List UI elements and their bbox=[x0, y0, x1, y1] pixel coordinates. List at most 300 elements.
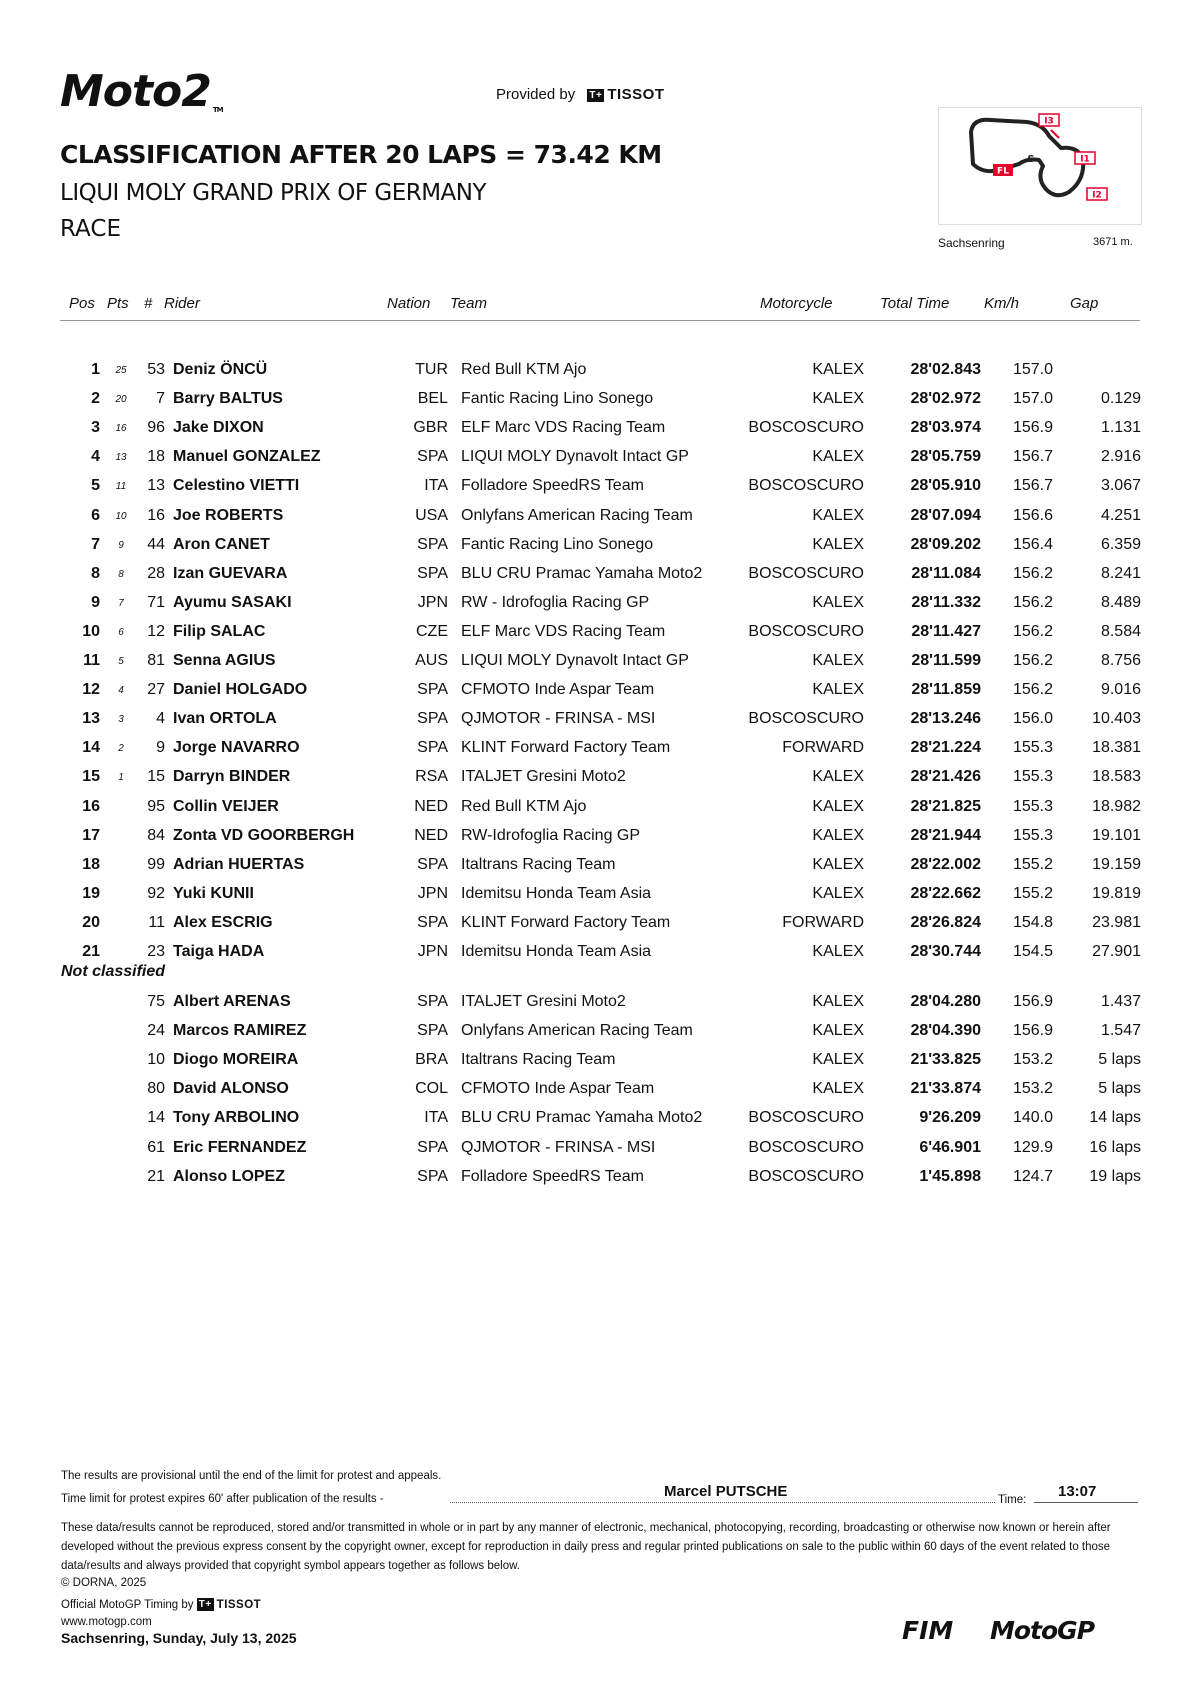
motorcycle: KALEX bbox=[812, 390, 864, 408]
nation: SPA bbox=[417, 1167, 448, 1185]
svg-text:I2: I2 bbox=[1092, 190, 1102, 201]
nation: COL bbox=[415, 1080, 448, 1098]
nation: SPA bbox=[417, 913, 448, 931]
not-classified-label: Not classified bbox=[61, 963, 166, 980]
header-divider bbox=[60, 320, 1140, 321]
nation: JPN bbox=[417, 884, 448, 902]
motorcycle: KALEX bbox=[812, 768, 864, 786]
protest-limit-note: Time limit for protest expires 60' after publication of the results - bbox=[61, 1493, 384, 1505]
team-name: QJMOTOR - FRINSA - MSI bbox=[461, 1138, 656, 1156]
col-header-nation: Nation bbox=[387, 295, 431, 312]
gap: 19.819 bbox=[1092, 884, 1141, 902]
position: 7 bbox=[91, 535, 100, 553]
points: 3 bbox=[118, 714, 124, 726]
position: 14 bbox=[82, 739, 100, 757]
svg-text:S: S bbox=[1027, 154, 1035, 165]
result-row bbox=[0, 560, 1199, 589]
position: 21 bbox=[82, 943, 100, 960]
position: 18 bbox=[82, 855, 100, 873]
points: 8 bbox=[118, 568, 124, 580]
nation: BEL bbox=[417, 390, 448, 408]
rider-number: 95 bbox=[147, 797, 165, 815]
team-name: ITALJET Gresini Moto2 bbox=[461, 993, 626, 1010]
total-time: 28'05.759 bbox=[910, 448, 981, 466]
nation: SPA bbox=[417, 855, 448, 873]
speed-kmh: 156.9 bbox=[1012, 993, 1053, 1010]
rider-name: Jorge NAVARRO bbox=[173, 739, 300, 757]
position: 2 bbox=[91, 390, 100, 408]
position: 13 bbox=[82, 710, 100, 728]
result-row bbox=[0, 1075, 1199, 1104]
result-row bbox=[0, 988, 1199, 1017]
copyright-notice: These data/results cannot be reproduced, stored and/or transmitted in whole or in part by any manner of electronic, mechanical, photocopying, recording, broadcasting or otherwise now known or herein after developed without the previous express consent by the copyright owner, except for reproduction in daily press and regular printed publications on sale to the public within 60 days of the event related to those data/results and always provided that copyright symbol appears together as follows below. bbox=[61, 1522, 1111, 1572]
rider-name: Tony ARBOLINO bbox=[173, 1109, 300, 1127]
total-time: 28'11.084 bbox=[911, 564, 981, 582]
total-time: 28'05.910 bbox=[910, 477, 981, 495]
gap: 4.251 bbox=[1100, 506, 1141, 524]
rider-number: 27 bbox=[147, 681, 165, 699]
rider-number: 21 bbox=[147, 1167, 165, 1185]
rider-name: Aron CANET bbox=[173, 535, 270, 553]
speed-kmh: 156.2 bbox=[1012, 652, 1053, 669]
position: 19 bbox=[82, 884, 100, 902]
rider-name: Daniel HOLGADO bbox=[173, 681, 308, 699]
official-timing-label: Official MotoGP Timing by bbox=[61, 1599, 194, 1611]
speed-kmh: 155.2 bbox=[1012, 855, 1053, 873]
total-time: 28'26.824 bbox=[910, 913, 981, 931]
points: 9 bbox=[118, 539, 124, 551]
circuit-name: Sachsenring bbox=[938, 236, 1005, 250]
result-row bbox=[0, 1134, 1199, 1163]
gap: 1.437 bbox=[1100, 993, 1141, 1010]
rider-name: Zonta VD GOORBERGH bbox=[173, 826, 355, 844]
tissot-logo-small: T+ TISSOT bbox=[198, 1599, 262, 1611]
nation: JPN bbox=[417, 593, 448, 611]
gap: 9.016 bbox=[1100, 681, 1141, 699]
points: 7 bbox=[118, 597, 124, 609]
col-header-gap: Gap bbox=[1070, 295, 1099, 312]
col-header-team: Team bbox=[450, 295, 487, 312]
nation: RSA bbox=[415, 768, 448, 786]
page-title: CLASSIFICATION AFTER 20 LAPS = 73.42 KM bbox=[60, 140, 662, 169]
total-time: 28'11.859 bbox=[911, 681, 981, 699]
points: 4 bbox=[118, 685, 124, 697]
team-name: ELF Marc VDS Racing Team bbox=[461, 622, 666, 640]
rider-name: Alonso LOPEZ bbox=[173, 1167, 285, 1185]
nation: SPA bbox=[417, 1138, 448, 1156]
team-name: Italtrans Racing Team bbox=[461, 1051, 616, 1069]
rider-name: Manuel GONZALEZ bbox=[173, 448, 321, 466]
rider-number: 16 bbox=[147, 506, 165, 524]
motorcycle: KALEX bbox=[812, 943, 864, 960]
rider-name: Collin VEIJER bbox=[173, 797, 279, 815]
position: 12 bbox=[82, 681, 100, 699]
result-row bbox=[0, 356, 1199, 385]
total-time: 28'03.974 bbox=[910, 419, 981, 437]
speed-kmh: 156.2 bbox=[1012, 622, 1053, 640]
points: 25 bbox=[115, 365, 127, 376]
result-row bbox=[0, 763, 1199, 792]
nation: JPN bbox=[417, 943, 448, 960]
speed-kmh: 156.7 bbox=[1012, 448, 1053, 466]
svg-text:I1: I1 bbox=[1080, 154, 1090, 165]
svg-text:FL: FL bbox=[997, 166, 1009, 177]
team-name: LIQUI MOLY Dynavolt Intact GP bbox=[461, 448, 689, 466]
position: 11 bbox=[83, 652, 100, 669]
gap: 5 laps bbox=[1098, 1080, 1141, 1098]
position: 17 bbox=[82, 826, 100, 844]
total-time: 28'11.599 bbox=[911, 652, 981, 669]
gap: 8.489 bbox=[1100, 593, 1141, 611]
rider-number: 11 bbox=[148, 913, 165, 931]
motorcycle: KALEX bbox=[812, 993, 864, 1010]
motorcycle: KALEX bbox=[812, 1022, 864, 1040]
rider-number: 71 bbox=[147, 593, 165, 611]
position: 1 bbox=[91, 361, 100, 378]
location-date: Sachsenring, Sunday, July 13, 2025 bbox=[61, 1630, 297, 1646]
team-name: RW - Idrofoglia Racing GP bbox=[461, 593, 650, 611]
motorcycle: KALEX bbox=[812, 506, 864, 524]
nation: SPA bbox=[417, 993, 448, 1010]
speed-kmh: 157.0 bbox=[1012, 361, 1053, 378]
total-time: 28'21.224 bbox=[910, 739, 981, 757]
result-row bbox=[0, 531, 1199, 560]
gap: 2.916 bbox=[1100, 448, 1141, 466]
result-row bbox=[0, 880, 1199, 909]
result-row bbox=[0, 822, 1199, 851]
motorcycle: KALEX bbox=[812, 855, 864, 873]
rider-name: Adrian HUERTAS bbox=[173, 855, 305, 873]
team-name: Folladore SpeedRS Team bbox=[461, 1167, 644, 1185]
time-line bbox=[1034, 1502, 1138, 1503]
speed-kmh: 155.3 bbox=[1012, 768, 1053, 786]
speed-kmh: 153.2 bbox=[1012, 1080, 1053, 1098]
motorcycle: KALEX bbox=[812, 361, 864, 378]
team-name: Idemitsu Honda Team Asia bbox=[461, 884, 652, 902]
result-row bbox=[0, 676, 1199, 705]
total-time: 21'33.825 bbox=[910, 1051, 981, 1069]
motorcycle: BOSCOSCURO bbox=[748, 419, 864, 437]
rider-name: Deniz ÖNCÜ bbox=[173, 361, 268, 378]
circuit-length: 3671 m. bbox=[1093, 236, 1133, 248]
gap: 8.584 bbox=[1100, 622, 1141, 640]
nation: USA bbox=[415, 506, 448, 524]
team-name: RW-Idrofoglia Racing GP bbox=[461, 826, 641, 844]
result-row bbox=[0, 851, 1199, 880]
team-name: ITALJET Gresini Moto2 bbox=[461, 768, 626, 786]
gap: 18.982 bbox=[1092, 797, 1141, 815]
motorcycle: FORWARD bbox=[782, 739, 864, 757]
nation: SPA bbox=[417, 448, 448, 466]
total-time: 28'09.202 bbox=[910, 535, 981, 553]
result-row bbox=[0, 705, 1199, 734]
motorcycle: BOSCOSCURO bbox=[748, 622, 864, 640]
svg-text:I3: I3 bbox=[1044, 116, 1054, 127]
position: 6 bbox=[91, 506, 100, 524]
rider-name: Filip SALAC bbox=[173, 622, 266, 640]
rider-name: David ALONSO bbox=[173, 1080, 289, 1098]
gap: 14 laps bbox=[1089, 1109, 1141, 1127]
motorcycle: KALEX bbox=[812, 884, 864, 902]
position: 4 bbox=[91, 448, 100, 466]
position: 8 bbox=[91, 564, 100, 582]
nation: CZE bbox=[416, 622, 448, 640]
col-header-rider: Rider bbox=[164, 295, 200, 312]
rider-name: Jake DIXON bbox=[173, 419, 264, 437]
position: 15 bbox=[82, 768, 100, 786]
speed-kmh: 156.2 bbox=[1012, 593, 1053, 611]
provided-by-tissot bbox=[496, 86, 665, 103]
rider-number: 18 bbox=[147, 448, 165, 466]
team-name: BLU CRU Pramac Yamaha Moto2 bbox=[461, 564, 703, 582]
nation: BRA bbox=[415, 1051, 448, 1069]
rider-number: 12 bbox=[147, 622, 165, 640]
position: 5 bbox=[91, 477, 100, 495]
team-name: Folladore SpeedRS Team bbox=[461, 477, 644, 495]
points: 10 bbox=[115, 510, 127, 522]
points: 20 bbox=[115, 394, 127, 406]
speed-kmh: 156.2 bbox=[1012, 564, 1053, 582]
dorna-copyright: © DORNA, 2025 bbox=[61, 1577, 147, 1589]
rider-number: 80 bbox=[147, 1080, 165, 1098]
team-name: Red Bull KTM Ajo bbox=[461, 797, 587, 815]
rider-name: Ayumu SASAKI bbox=[173, 593, 292, 611]
nation: SPA bbox=[417, 681, 448, 699]
rider-number: 81 bbox=[147, 652, 165, 669]
nation: ITA bbox=[424, 1109, 448, 1127]
nation: ITA bbox=[424, 477, 448, 495]
result-row bbox=[0, 589, 1199, 618]
rider-name: Barry BALTUS bbox=[173, 390, 283, 408]
speed-kmh: 155.3 bbox=[1012, 739, 1053, 757]
motorcycle: BOSCOSCURO bbox=[748, 1167, 864, 1185]
gap: 18.381 bbox=[1092, 739, 1141, 757]
points: 16 bbox=[115, 423, 127, 435]
nation: SPA bbox=[417, 564, 448, 582]
speed-kmh: 156.4 bbox=[1012, 535, 1053, 553]
website-link[interactable]: www.motogp.com bbox=[61, 1616, 152, 1628]
team-name: KLINT Forward Factory Team bbox=[461, 913, 671, 931]
motorcycle: KALEX bbox=[812, 593, 864, 611]
motorcycle: KALEX bbox=[812, 535, 864, 553]
result-row bbox=[0, 414, 1199, 443]
points: 1 bbox=[118, 772, 124, 784]
rider-number: 7 bbox=[156, 390, 165, 408]
speed-kmh: 154.5 bbox=[1012, 943, 1053, 960]
team-name: CFMOTO Inde Aspar Team bbox=[461, 681, 655, 699]
gap: 19.159 bbox=[1092, 855, 1141, 873]
motorcycle: FORWARD bbox=[782, 913, 864, 931]
rider-name: Ivan ORTOLA bbox=[173, 710, 277, 728]
result-row bbox=[0, 618, 1199, 647]
gap: 27.901 bbox=[1092, 943, 1141, 960]
total-time: 28'13.246 bbox=[910, 710, 981, 728]
points: 2 bbox=[118, 743, 124, 755]
circuit-map-icon bbox=[939, 108, 1141, 224]
tissot-logo: T+ TISSOT bbox=[589, 86, 665, 103]
speed-kmh: 129.9 bbox=[1012, 1138, 1053, 1156]
moto2-logo: Moto2 TM bbox=[60, 66, 223, 117]
rider-name: Yuki KUNII bbox=[173, 884, 254, 902]
rider-name: Diogo MOREIRA bbox=[173, 1051, 299, 1069]
rider-name: Darryn BINDER bbox=[173, 768, 291, 786]
result-row bbox=[0, 938, 1199, 967]
rider-number: 24 bbox=[147, 1022, 165, 1040]
total-time: 28'04.280 bbox=[910, 993, 981, 1010]
col-header-total-time: Total Time bbox=[880, 295, 950, 312]
speed-kmh: 156.0 bbox=[1012, 710, 1053, 728]
speed-kmh: 153.2 bbox=[1012, 1051, 1053, 1069]
nation: TUR bbox=[415, 361, 448, 378]
rider-name: Joe ROBERTS bbox=[173, 506, 284, 524]
nation: SPA bbox=[417, 1022, 448, 1040]
result-row bbox=[0, 472, 1199, 501]
position: 20 bbox=[82, 913, 100, 931]
speed-kmh: 156.2 bbox=[1012, 681, 1053, 699]
gap: 19.101 bbox=[1092, 826, 1141, 844]
speed-kmh: 155.3 bbox=[1012, 797, 1053, 815]
total-time: 28'02.972 bbox=[910, 390, 981, 408]
nation: AUS bbox=[415, 652, 448, 669]
speed-kmh: 124.7 bbox=[1012, 1167, 1053, 1185]
rider-name: Albert ARENAS bbox=[173, 993, 291, 1010]
nation: SPA bbox=[417, 739, 448, 757]
official-timing bbox=[61, 1598, 261, 1611]
team-name: Red Bull KTM Ajo bbox=[461, 361, 587, 378]
total-time: 21'33.874 bbox=[910, 1080, 981, 1098]
motorcycle: BOSCOSCURO bbox=[748, 477, 864, 495]
nation: SPA bbox=[417, 710, 448, 728]
speed-kmh: 154.8 bbox=[1012, 913, 1053, 931]
points: 6 bbox=[118, 626, 124, 638]
position: 3 bbox=[91, 419, 100, 437]
gap: 16 laps bbox=[1089, 1138, 1141, 1156]
motogp-logo: MotoGP bbox=[990, 1616, 1095, 1645]
team-name: ELF Marc VDS Racing Team bbox=[461, 419, 666, 437]
gap: 3.067 bbox=[1100, 477, 1141, 495]
gap: 5 laps bbox=[1098, 1051, 1141, 1069]
team-name: CFMOTO Inde Aspar Team bbox=[461, 1080, 655, 1098]
col-header-pos: Pos bbox=[69, 295, 95, 312]
gap: 18.583 bbox=[1092, 768, 1141, 786]
total-time: 28'30.744 bbox=[910, 943, 981, 960]
speed-kmh: 156.6 bbox=[1012, 506, 1053, 524]
position: 9 bbox=[91, 593, 100, 611]
gap: 0.129 bbox=[1100, 390, 1141, 408]
signatory-name: Marcel PUTSCHE bbox=[664, 1483, 788, 1500]
gap: 23.981 bbox=[1092, 913, 1141, 931]
rider-number: 14 bbox=[147, 1109, 165, 1127]
motorcycle: KALEX bbox=[812, 448, 864, 466]
time-value: 13:07 bbox=[1058, 1483, 1097, 1500]
rider-number: 96 bbox=[147, 419, 165, 437]
motorcycle: KALEX bbox=[812, 1051, 864, 1069]
result-row bbox=[0, 793, 1199, 822]
rider-number: 9 bbox=[156, 739, 165, 757]
fim-logo: FIM bbox=[902, 1616, 954, 1645]
team-name: Onlyfans American Racing Team bbox=[461, 1022, 693, 1040]
total-time: 28'21.426 bbox=[910, 768, 981, 786]
points: 13 bbox=[115, 452, 127, 464]
team-name: Italtrans Racing Team bbox=[461, 855, 616, 873]
rider-number: 15 bbox=[147, 768, 165, 786]
nation: GBR bbox=[413, 419, 448, 437]
speed-kmh: 155.3 bbox=[1012, 826, 1053, 844]
total-time: 28'21.944 bbox=[910, 826, 981, 844]
speed-kmh: 156.7 bbox=[1012, 477, 1053, 495]
result-row bbox=[0, 385, 1199, 414]
session-name: RACE bbox=[60, 216, 121, 242]
gap: 10.403 bbox=[1092, 710, 1141, 728]
motorcycle: KALEX bbox=[812, 826, 864, 844]
circuit-map bbox=[938, 107, 1142, 225]
signature-line bbox=[450, 1502, 995, 1503]
motorcycle: BOSCOSCURO bbox=[748, 1138, 864, 1156]
col-header-pts: Pts bbox=[107, 295, 129, 312]
team-name: Idemitsu Honda Team Asia bbox=[461, 943, 652, 960]
total-time: 28'22.002 bbox=[910, 855, 981, 873]
motorcycle: KALEX bbox=[812, 652, 864, 669]
points: 11 bbox=[115, 481, 127, 493]
gap: 6.359 bbox=[1100, 535, 1141, 553]
rider-number: 23 bbox=[147, 943, 165, 960]
event-name: LIQUI MOLY GRAND PRIX OF GERMANY bbox=[60, 180, 487, 206]
total-time: 28'11.332 bbox=[911, 593, 981, 611]
nation: NED bbox=[414, 797, 448, 815]
gap: 1.547 bbox=[1100, 1022, 1141, 1040]
speed-kmh: 155.2 bbox=[1012, 884, 1053, 902]
result-row bbox=[0, 1104, 1199, 1133]
team-name: QJMOTOR - FRINSA - MSI bbox=[461, 710, 656, 728]
motorcycle: KALEX bbox=[812, 1080, 864, 1098]
gap: 8.756 bbox=[1100, 652, 1141, 669]
motorcycle: KALEX bbox=[812, 797, 864, 815]
rider-name: Eric FERNANDEZ bbox=[173, 1138, 307, 1156]
speed-kmh: 157.0 bbox=[1012, 390, 1053, 408]
team-name: Fantic Racing Lino Sonego bbox=[461, 390, 654, 408]
speed-kmh: 156.9 bbox=[1012, 419, 1053, 437]
points: 5 bbox=[118, 656, 124, 667]
speed-kmh: 156.9 bbox=[1012, 1022, 1053, 1040]
nation: NED bbox=[414, 826, 448, 844]
rider-number: 99 bbox=[147, 855, 165, 873]
result-row bbox=[0, 1163, 1199, 1192]
rider-number: 13 bbox=[147, 477, 165, 495]
rider-number: 61 bbox=[147, 1138, 165, 1156]
team-name: Onlyfans American Racing Team bbox=[461, 506, 693, 524]
result-row bbox=[0, 1017, 1199, 1046]
team-name: LIQUI MOLY Dynavolt Intact GP bbox=[461, 652, 689, 669]
col-header-kmh: Km/h bbox=[984, 295, 1020, 312]
result-row bbox=[0, 909, 1199, 938]
total-time: 28'22.662 bbox=[910, 884, 981, 902]
col-header-motorcycle: Motorcycle bbox=[760, 295, 833, 312]
motorcycle: BOSCOSCURO bbox=[748, 1109, 864, 1127]
gap: 1.131 bbox=[1100, 419, 1141, 437]
result-row bbox=[0, 1046, 1199, 1075]
rider-name: Izan GUEVARA bbox=[173, 564, 288, 582]
total-time: 28'04.390 bbox=[910, 1022, 981, 1040]
rider-number: 75 bbox=[147, 993, 165, 1010]
team-name: BLU CRU Pramac Yamaha Moto2 bbox=[461, 1109, 703, 1127]
rider-number: 84 bbox=[147, 826, 165, 844]
rider-number: 44 bbox=[147, 535, 165, 553]
total-time: 28'02.843 bbox=[910, 361, 981, 378]
rider-number: 53 bbox=[147, 361, 165, 378]
motorcycle: BOSCOSCURO bbox=[748, 564, 864, 582]
team-name: KLINT Forward Factory Team bbox=[461, 739, 671, 757]
gap: 8.241 bbox=[1100, 564, 1141, 582]
